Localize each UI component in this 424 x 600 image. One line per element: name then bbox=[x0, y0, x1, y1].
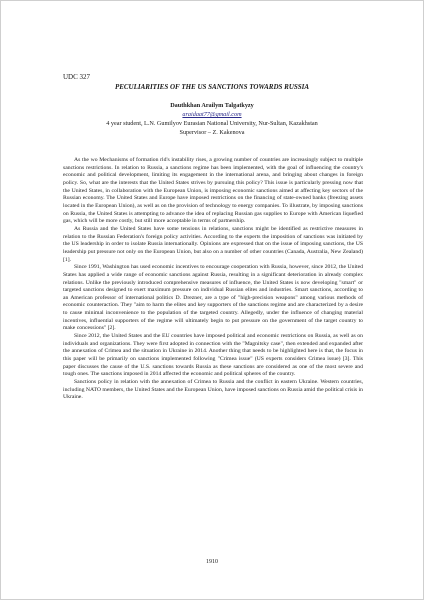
paragraph: As the wo Mechanisms of formation rld's instability rises, a growing number of countries are increasingly subject to multiple sanctions restrictions. In relation to Russia, a sanctions regime has been implemented, with the goal of influencing the country's economic and political development, limiting its engagement in the international arena, and bringing about changes in foreign policy. So, what are the interests that the United States strives by pursuing this policy? This issue is particularly pressing now that the United States, in collaboration with the European Union, is imposing economic sanctions aimed at affecting key sectors of the Russian economy. The United States and Europe have imposed restrictions on the financing of state-owned banks (freezing assets located in the European Union), as well as on the provision of technology to energy companies. To illustrate, by imposing sanctions on Russia, the United States is attempting to advance the idea of replacing Russian gas supplies to Europe with American liquefied gas, which will be more costly, but still more acceptable in terms of partnership. bbox=[63, 157, 363, 225]
article-body bbox=[63, 157, 363, 402]
udc-code: UDC 327 bbox=[63, 73, 91, 81]
paragraph: Sanctions policy in relation with the annexation of Crimea to Russia and the conflict in eastern Ukraine. Western countries, including NATO members, the United States and the European Union, have imposed sanctions on Russia amid the political crisis in Ukraine. bbox=[63, 379, 363, 401]
page-number: 1910 bbox=[206, 559, 218, 565]
author-affiliation: 4 year student, L.N. Gumilyov Eurasian National University, Nur-Sultan, Kazakhstan bbox=[106, 120, 318, 127]
paragraph: As Russia and the United States have some tensions in relations, sanctions might be identified as restrictive measures in relation to the Russian Federation's foreign policy activities. According to the experts the imposition of sanctions was initiated by the US leadership in order to isolate Russia internationally. Opinions are expressed that on the issue of imposing sanctions, the US leadership put pressure not only on the European Union, but also on a number of other countries (Canada, Australia, New Zealand) [1]. bbox=[63, 225, 363, 263]
paragraph: Since 1991, Washington has used economic incentives to encourage cooperation with Russia, however, since 2012, the United States has applied a wide range of economic sanctions against Russia, resulting in a significant deterioration in already complex relations. Unlike the previously introduced comprehensive measures of influence, the United States is now developing "smart" or targeted sanctions designed to exert maximum pressure on individual Russian elites and industries. Smart sanctions, according to an American professor of international politics D. Drezner, are a type of "high-precision weapons" among various methods of economic counteraction. They "aim to harm the elites and key supporters of the sanctions regime and are characterized by a desire to cause minimal inconvenience to the population of the targeted country. Allegedly, under the influence of changing material incentives, influential supporters of the regime will ultimately begin to put pressure on the government of the target country to make concessions" [2]. bbox=[63, 264, 363, 332]
author-email-link[interactable]: araidaat77@gmail.com bbox=[182, 111, 242, 118]
supervisor-line: Supervisor – Z. Kakenova bbox=[179, 129, 245, 136]
author-block bbox=[61, 101, 363, 137]
paragraph: Since 2012, the United States and the EU countries have imposed political and economic restrictions on Russia, as well as on individuals and organizations. They were first adopted in connection with the "Magnitsky case", then extended and expanded after the annexation of Crimea and the situation in Ukraine in 2014. Another thing that needs to be highlighted here is that, the focus in this paper will be primarily on sanctions implemented following "Crimea issue" (US experts considers Crimea issue) [3]. This paper discusses the cause of the U.S. sanctions towards Russia as these sanctions are considered as one of the most severe and tough ones. The sanctions imposed in 2014 affected the economic and political spheres of the country. bbox=[63, 333, 363, 378]
author-name: Dauthkhan Arailym Talgatkyzy bbox=[170, 102, 254, 109]
article-title: PECULIARITIES OF THE US SANCTIONS TOWARDS RUSSIA bbox=[114, 83, 310, 91]
